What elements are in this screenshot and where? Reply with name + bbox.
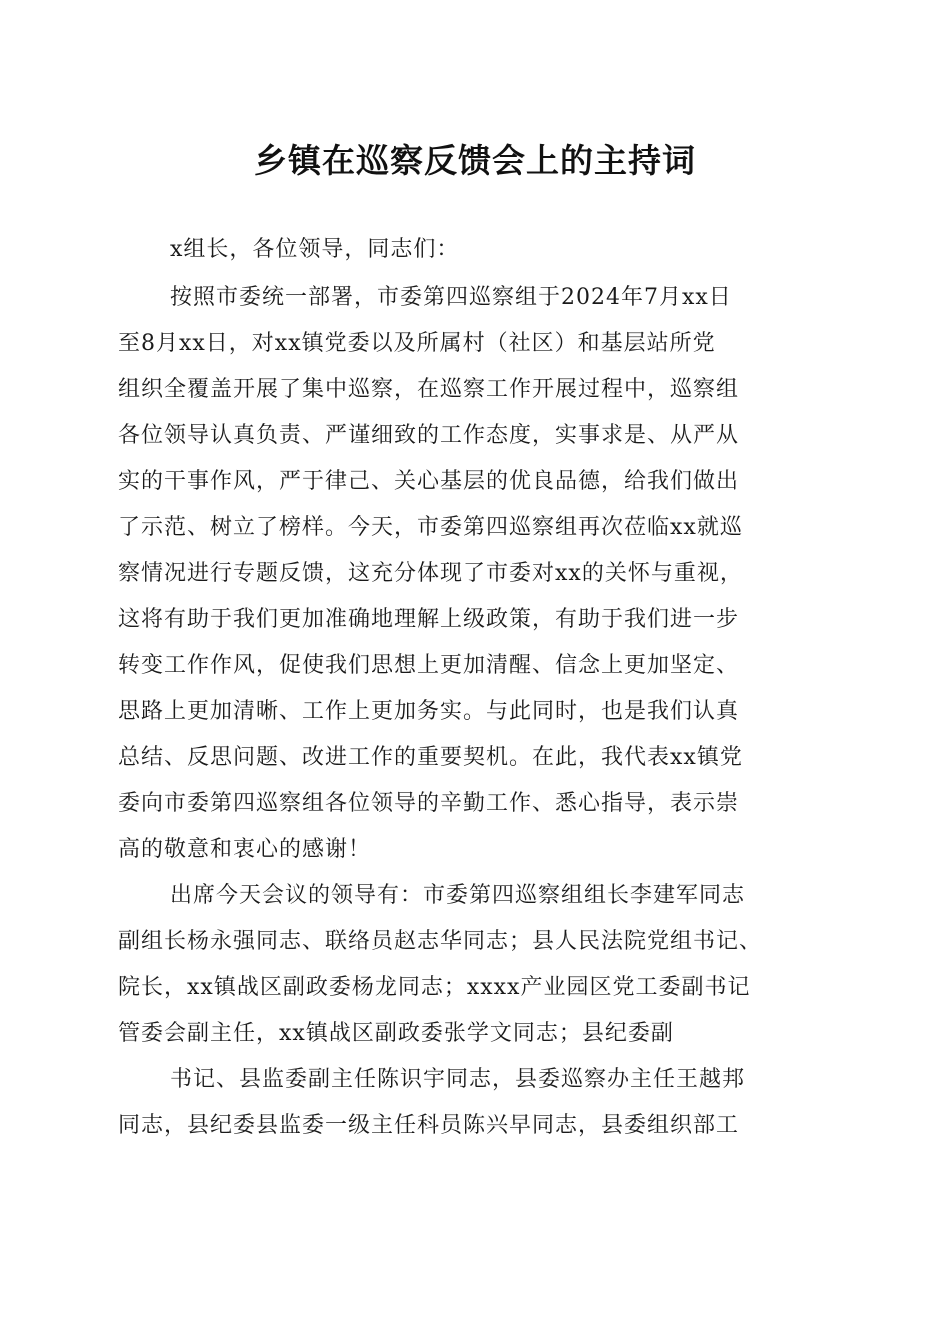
body-line: 了示范、树立了榜样。今天，市委第四巡察组再次莅临xx就巡 xyxy=(118,515,743,540)
body-line: 实的干事作风，严于律己、关心基层的优良品德，给我们做出 xyxy=(118,469,740,494)
body-line: 转变工作作风，促使我们思想上更加清醒、信念上更加坚定、 xyxy=(118,653,740,678)
body-line: 院长，xx镇战区副政委杨龙同志；xxxx产业园区党工委副书记 xyxy=(118,975,751,1000)
body-line: 察情况进行专题反馈，这充分体现了市委对xx的关怀与重视， xyxy=(118,561,743,586)
body-line: 高的敬意和衷心的感谢！ xyxy=(118,837,372,862)
body-line: 同志，县纪委县监委一级主任科员陈兴早同志，县委组织部工 xyxy=(118,1113,740,1138)
body-line: 按照市委统一部署，市委第四巡察组于2024年7月xx日 xyxy=(170,285,732,310)
body-line: 这将有助于我们更加准确地理解上级政策，有助于我们进一步 xyxy=(118,607,740,632)
body-line: 组织全覆盖开展了集中巡察，在巡察工作开展过程中，巡察组 xyxy=(118,377,740,402)
body-line: 各位领导认真负责、严谨细致的工作态度，实事求是、从严从 xyxy=(118,423,740,448)
body-line: 至8月xx日，对xx镇党委以及所属村（社区）和基层站所党 xyxy=(118,331,716,356)
body-line: 书记、县监委副主任陈识宇同志，县委巡察办主任王越邦 xyxy=(170,1067,746,1092)
body-line: 思路上更加清晰、工作上更加务实。与此同时，也是我们认真 xyxy=(118,699,740,724)
body-line: 总结、反思问题、改进工作的重要契机。在此，我代表xx镇党 xyxy=(118,745,743,770)
body-line: 副组长杨永强同志、联络员赵志华同志；县人民法院党组书记、 xyxy=(118,929,763,954)
body-line: 出席今天会议的领导有：市委第四巡察组组长李建军同志 xyxy=(170,883,746,908)
document-title: 乡镇在巡察反馈会上的主持词 xyxy=(254,141,696,180)
body-line: 管委会副主任，xx镇战区副政委张学文同志；县纪委副 xyxy=(118,1021,674,1046)
body-line: 委向市委第四巡察组各位领导的辛勤工作、悉心指导，表示崇 xyxy=(118,791,740,816)
salutation-line: x组长，各位领导，同志们： xyxy=(170,237,460,262)
